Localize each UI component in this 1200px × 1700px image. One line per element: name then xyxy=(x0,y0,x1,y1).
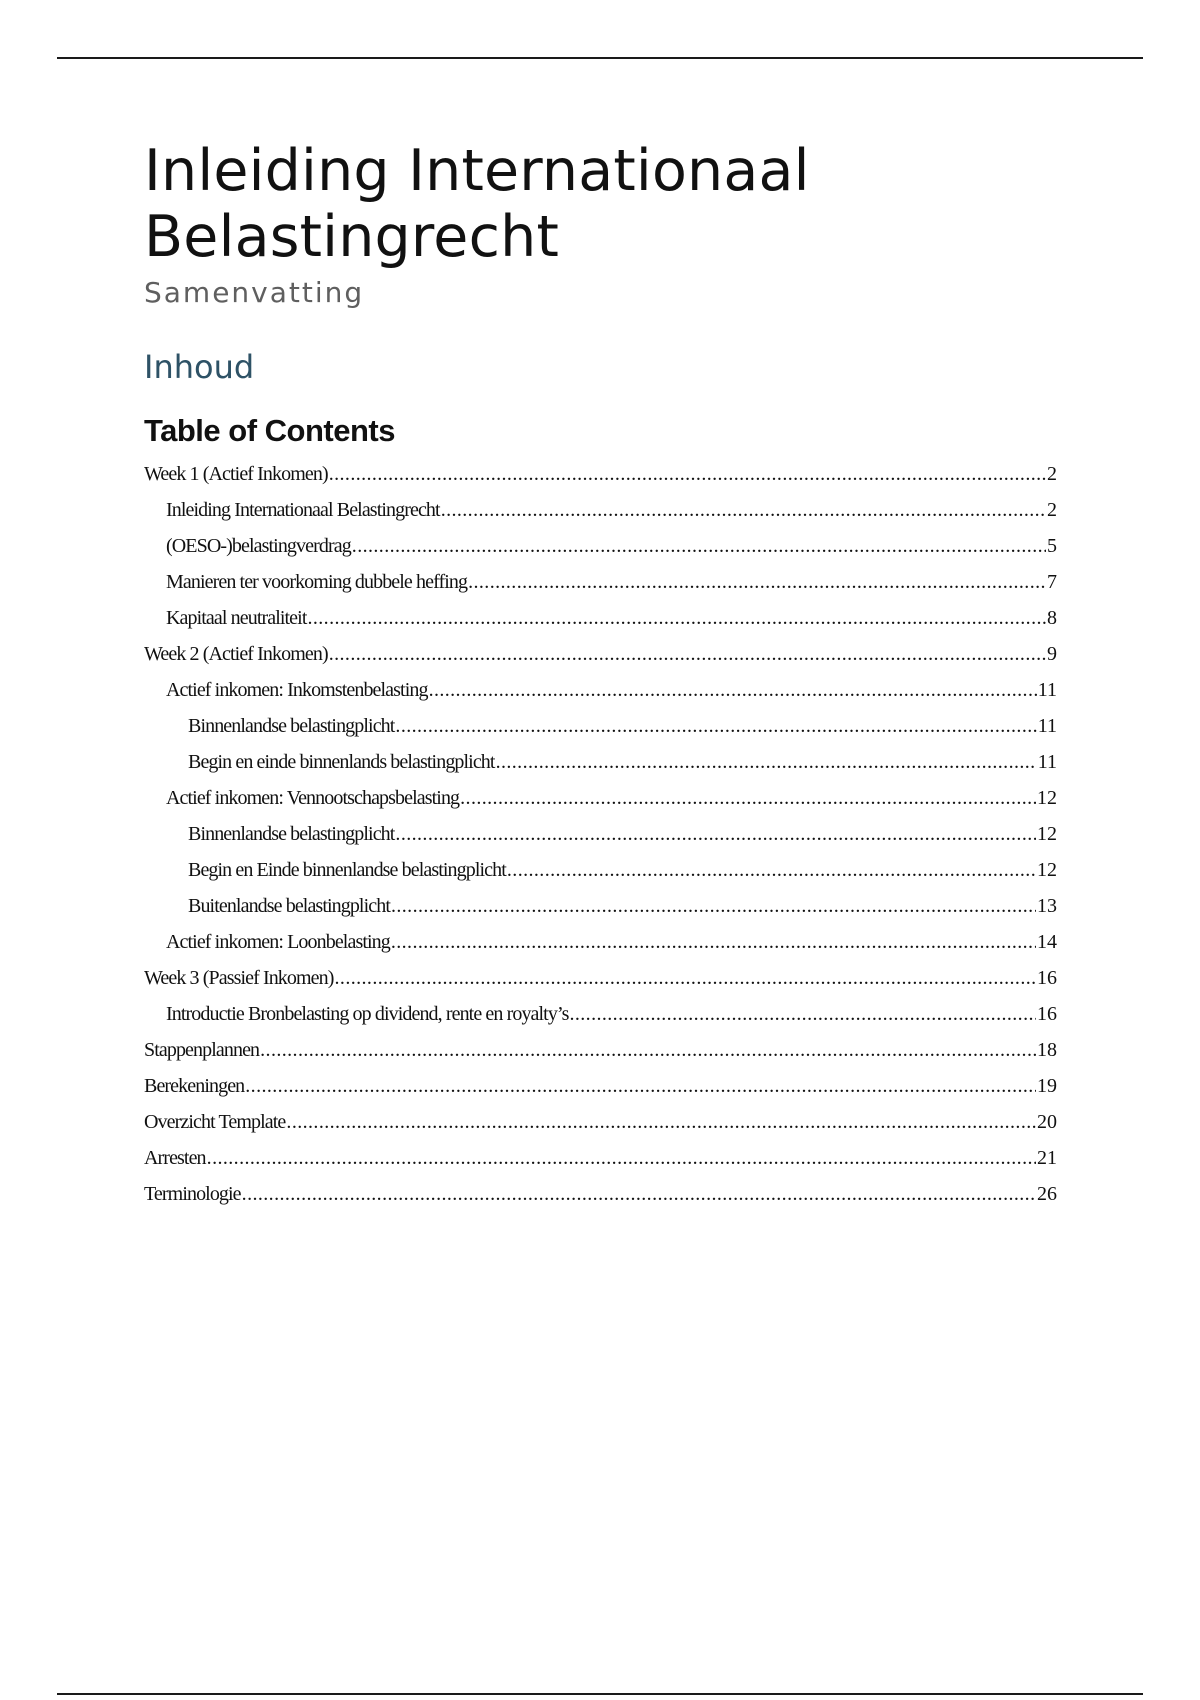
toc-entry[interactable] xyxy=(144,1032,1057,1068)
toc-entry-label[interactable]: Binnenlandse belastingplicht xyxy=(188,715,395,737)
toc-entry-label[interactable]: Actief inkomen: Vennootschapsbelasting xyxy=(166,787,460,809)
toc-entry-label[interactable]: Week 1 (Actief Inkomen) xyxy=(144,463,328,485)
toc-entry-page-number[interactable]: 11 xyxy=(1037,715,1057,737)
toc-entry-page-number[interactable]: 16 xyxy=(1037,967,1057,989)
toc-entry-label[interactable]: Overzicht Template xyxy=(144,1111,286,1133)
toc-entry[interactable] xyxy=(144,888,1057,924)
toc-dot-leader xyxy=(468,564,1046,600)
toc-entry[interactable] xyxy=(144,852,1057,888)
toc-dot-leader xyxy=(329,636,1046,672)
toc-entry-label[interactable]: Arresten xyxy=(144,1147,206,1169)
toc-entry-label[interactable]: (OESO-)belastingverdrag xyxy=(166,535,351,557)
toc-dot-leader xyxy=(391,924,1036,960)
toc-entry[interactable] xyxy=(144,960,1057,996)
toc-dot-leader xyxy=(260,1032,1036,1068)
toc-entry[interactable] xyxy=(144,636,1057,672)
toc-entry[interactable] xyxy=(144,564,1057,600)
toc-entry-page-number[interactable]: 20 xyxy=(1037,1111,1057,1133)
toc-entry-page-number[interactable]: 14 xyxy=(1037,931,1057,953)
toc-entry-label[interactable]: Terminologie xyxy=(144,1183,241,1205)
toc-entry-label[interactable]: Binnenlandse belastingplicht xyxy=(188,823,395,845)
toc-entry-page-number[interactable]: 9 xyxy=(1047,643,1057,665)
toc-entry[interactable] xyxy=(144,1104,1057,1140)
toc-entry[interactable] xyxy=(144,708,1057,744)
toc-dot-leader xyxy=(569,996,1036,1032)
toc-entry-label[interactable]: Manieren ter voorkoming dubbele heffing xyxy=(166,571,468,593)
toc-entry-page-number[interactable]: 12 xyxy=(1037,859,1057,881)
toc-entry-page-number[interactable]: 12 xyxy=(1037,787,1057,809)
toc-entry-label[interactable]: Berekeningen xyxy=(144,1075,245,1097)
toc-entry-label[interactable]: Actief inkomen: Inkomstenbelasting xyxy=(166,679,428,701)
toc-entry-label[interactable]: Introductie Bronbelasting op dividend, rente en royalty’s xyxy=(166,1003,569,1025)
toc-entry[interactable] xyxy=(144,924,1057,960)
toc-entry-page-number[interactable]: 11 xyxy=(1037,751,1057,773)
toc-dot-leader xyxy=(286,1104,1036,1140)
toc-dot-leader xyxy=(460,780,1036,816)
toc-entry[interactable] xyxy=(144,780,1057,816)
toc-dot-leader xyxy=(352,528,1046,564)
toc-dot-leader xyxy=(395,708,1036,744)
toc-entry[interactable] xyxy=(144,1176,1057,1212)
toc-entry-page-number[interactable]: 26 xyxy=(1037,1183,1057,1205)
toc-entry-page-number[interactable]: 16 xyxy=(1037,1003,1057,1025)
toc-entry[interactable] xyxy=(144,996,1057,1032)
toc-heading: Table of Contents xyxy=(144,413,395,448)
toc-dot-leader xyxy=(507,852,1036,888)
toc-entry-page-number[interactable]: 2 xyxy=(1047,499,1057,521)
toc-entry-label[interactable]: Inleiding Internationaal Belastingrecht xyxy=(166,499,440,521)
header-rule xyxy=(57,57,1143,59)
toc-dot-leader xyxy=(441,492,1046,528)
toc-entry-page-number[interactable]: 8 xyxy=(1047,607,1057,629)
toc-entry-page-number[interactable]: 18 xyxy=(1037,1039,1057,1061)
toc-entry-label[interactable]: Buitenlandse belastingplicht xyxy=(188,895,390,917)
toc-dot-leader xyxy=(391,888,1036,924)
toc-dot-leader xyxy=(429,672,1037,708)
document-subtitle: Samenvatting xyxy=(144,276,365,309)
toc-entry[interactable] xyxy=(144,1140,1057,1176)
footer-rule xyxy=(57,1693,1143,1695)
toc-entry[interactable] xyxy=(144,492,1057,528)
toc-entry-page-number[interactable]: 21 xyxy=(1037,1147,1057,1169)
toc-entry-label[interactable]: Kapitaal neutraliteit xyxy=(166,607,307,629)
toc-entry[interactable] xyxy=(144,744,1057,780)
toc-entry[interactable] xyxy=(144,672,1057,708)
toc-entry-page-number[interactable]: 5 xyxy=(1047,535,1057,557)
toc-entry-page-number[interactable]: 7 xyxy=(1047,571,1057,593)
toc-entry[interactable] xyxy=(144,456,1057,492)
toc-entry[interactable] xyxy=(144,816,1057,852)
toc-entry[interactable] xyxy=(144,1068,1057,1104)
page-content xyxy=(144,138,1057,1212)
toc-entry-page-number[interactable]: 19 xyxy=(1037,1075,1057,1097)
toc-dot-leader xyxy=(307,600,1046,636)
document-title: Inleiding Internationaal Belastingrecht xyxy=(144,138,810,270)
toc-dot-leader xyxy=(207,1140,1036,1176)
toc-entry-page-number[interactable]: 2 xyxy=(1047,463,1057,485)
toc-entry[interactable] xyxy=(144,528,1057,564)
toc-dot-leader xyxy=(496,744,1037,780)
toc-entry-label[interactable]: Stappenplannen xyxy=(144,1039,260,1061)
toc-entry-label[interactable]: Week 2 (Actief Inkomen) xyxy=(144,643,328,665)
toc-entry[interactable] xyxy=(144,600,1057,636)
toc-dot-leader xyxy=(242,1176,1036,1212)
table-of-contents xyxy=(144,456,1057,1212)
toc-dot-leader xyxy=(335,960,1036,996)
toc-entry-page-number[interactable]: 11 xyxy=(1037,679,1057,701)
toc-entry-label[interactable]: Begin en einde binnenlands belastingplicht xyxy=(188,751,495,773)
toc-entry-label[interactable]: Begin en Einde binnenlandse belastingplicht xyxy=(188,859,506,881)
toc-entry-label[interactable]: Actief inkomen: Loonbelasting xyxy=(166,931,390,953)
toc-dot-leader xyxy=(395,816,1036,852)
toc-dot-leader xyxy=(329,456,1046,492)
toc-dot-leader xyxy=(245,1068,1036,1104)
toc-entry-label[interactable]: Week 3 (Passief Inkomen) xyxy=(144,967,334,989)
toc-entry-page-number[interactable]: 12 xyxy=(1037,823,1057,845)
section-heading-inhoud: Inhoud xyxy=(144,348,255,386)
toc-entry-page-number[interactable]: 13 xyxy=(1037,895,1057,917)
